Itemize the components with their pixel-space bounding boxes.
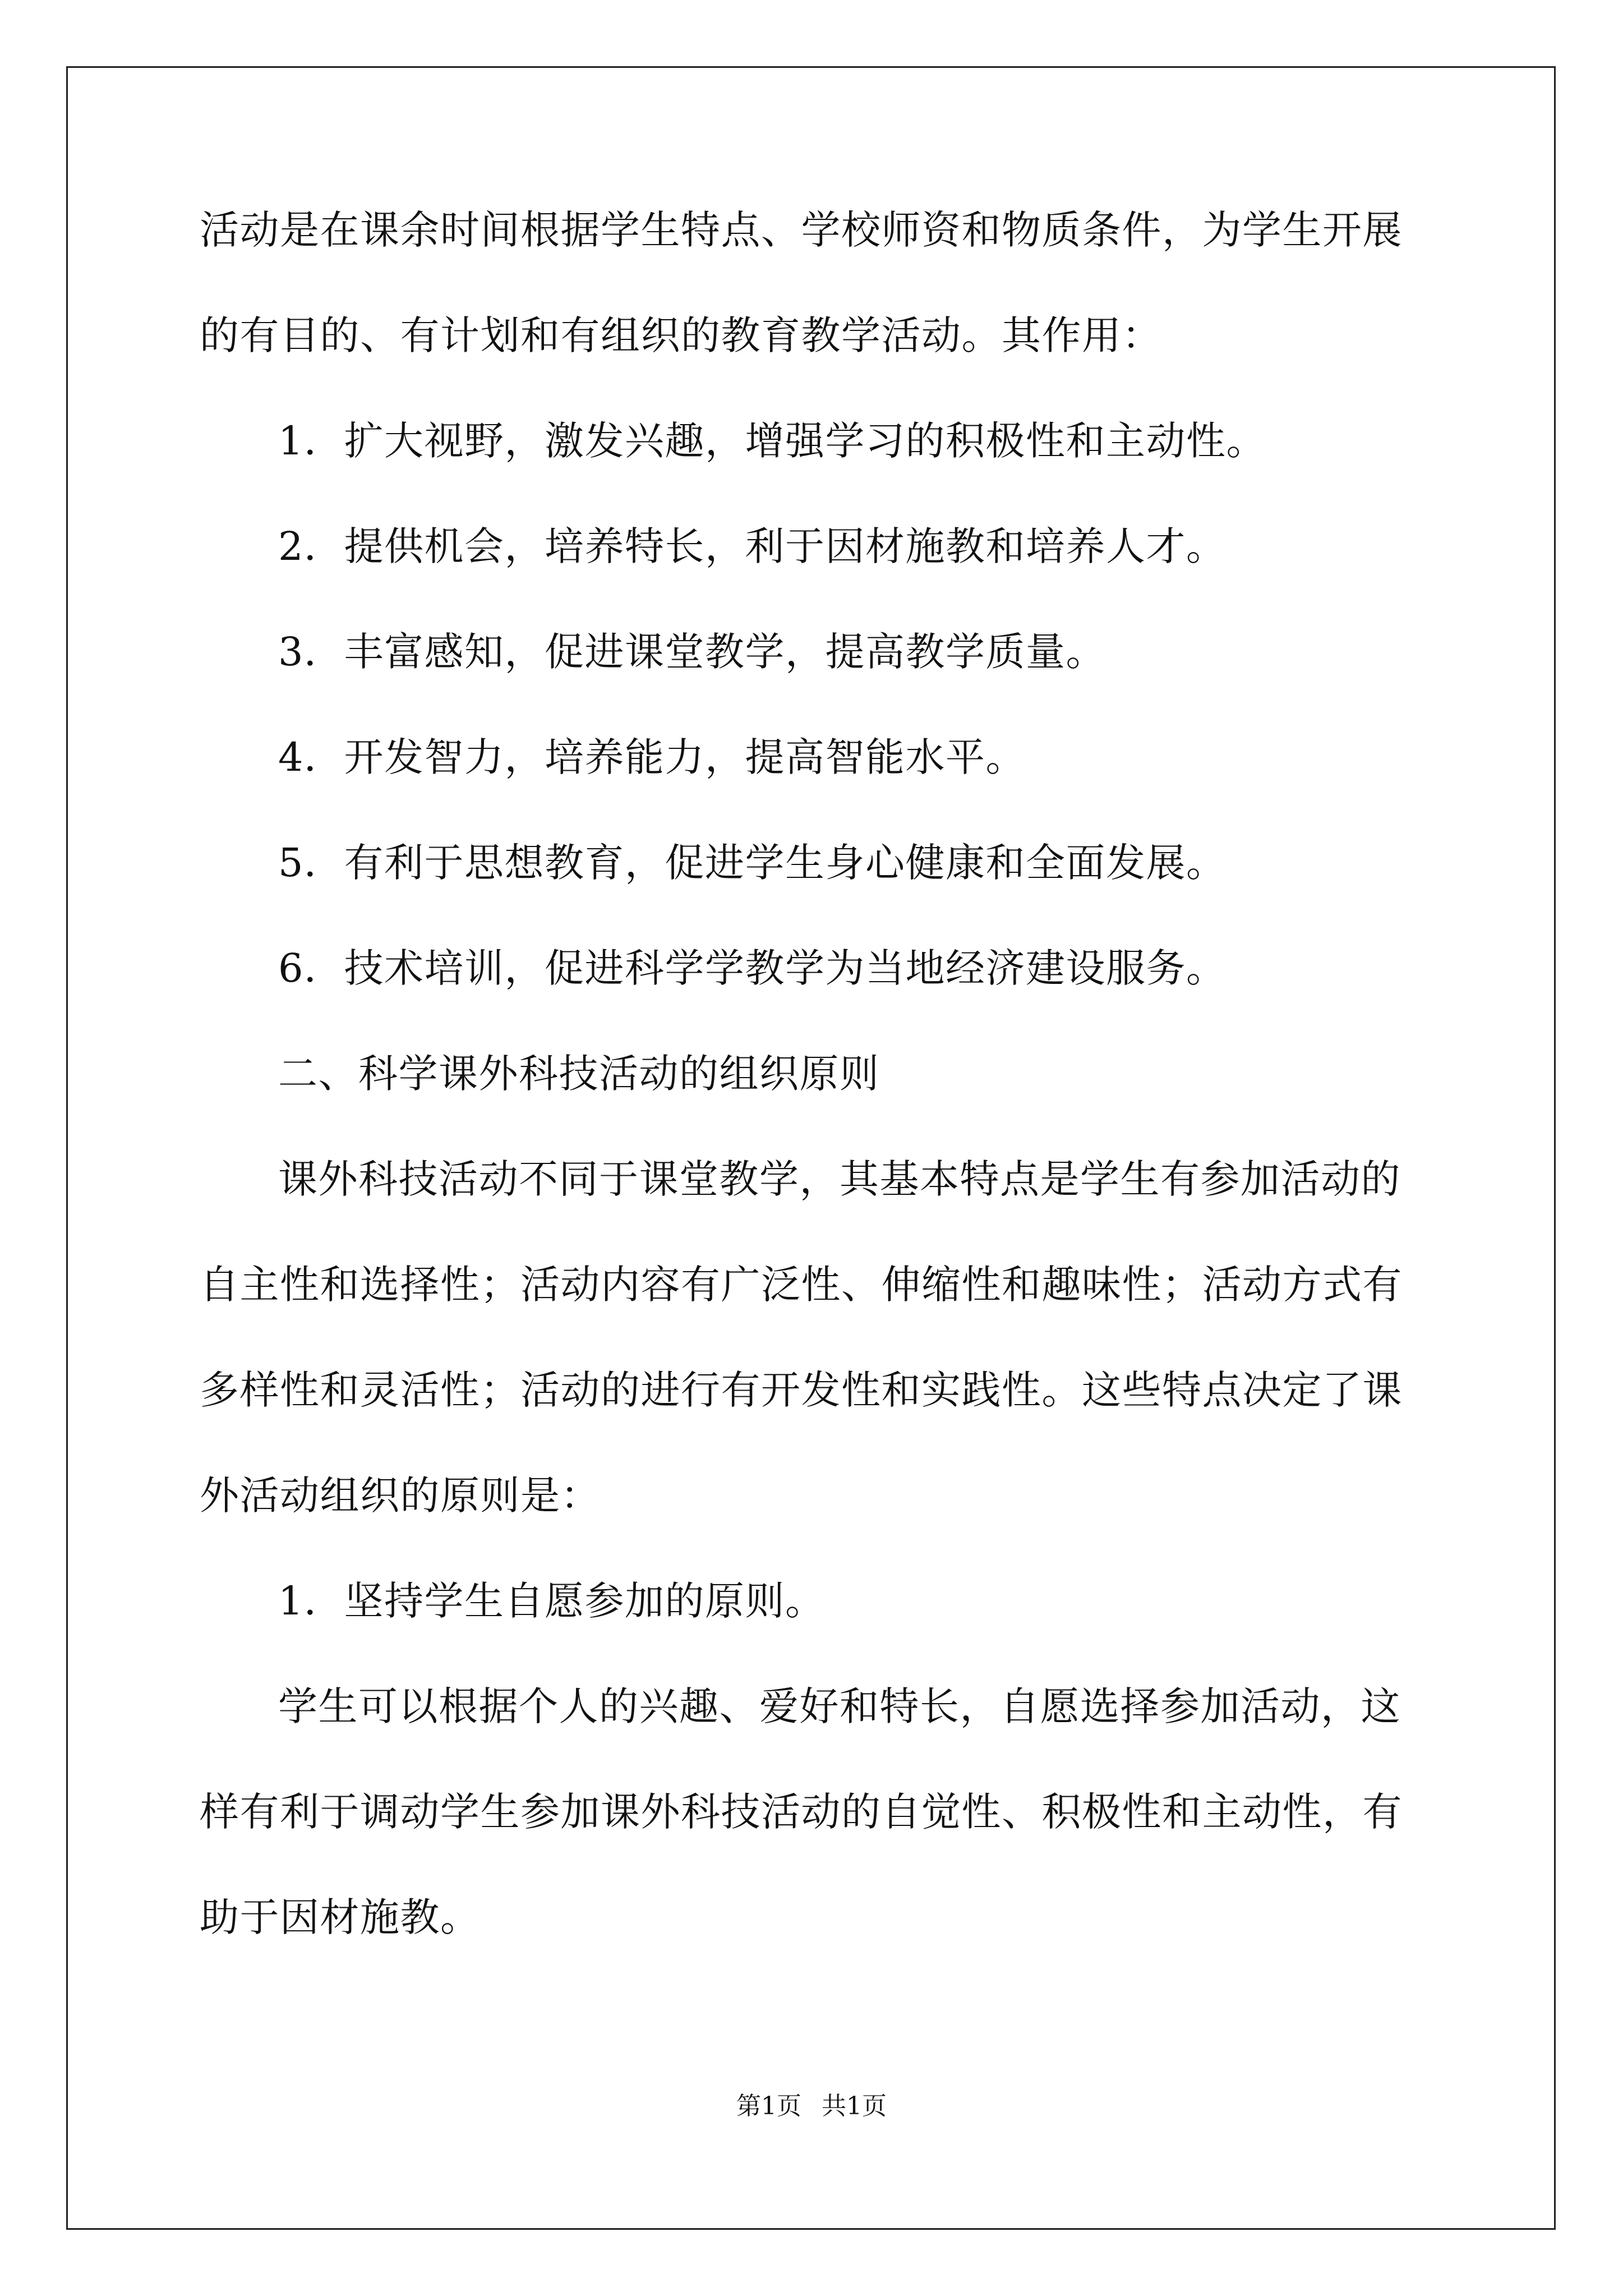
paragraph-line: 多样性和灵活性；活动的进行有开发性和实践性。这些特点决定了课 (200, 1367, 1403, 1413)
page-number: 第1页 (736, 2092, 801, 2120)
paragraph-line: 课外科技活动不同于课堂教学，其基本特点是学生有参加活动的 (278, 1156, 1401, 1202)
paragraph-line: 外活动组织的原则是： (200, 1473, 601, 1519)
paragraph-line: 活动是在课余时间根据学生特点、学校师资和物质条件，为学生开展 (200, 207, 1403, 253)
list-item: 4．开发智力，培养能力，提高智能水平。 (278, 734, 1026, 780)
list-item: 1．扩大视野，激发兴趣，增强学习的积极性和主动性。 (278, 418, 1267, 464)
paragraph-line: 样有利于调动学生参加课外科技活动的自觉性、积极性和主动性，有 (200, 1789, 1403, 1835)
list-item: 6．技术培训，促进科学学教学为当地经济建设服务。 (278, 945, 1227, 991)
page-footer (0, 2092, 1623, 2120)
paragraph-line: 自主性和选择性；活动内容有广泛性、伸缩性和趣味性；活动方式有 (200, 1262, 1403, 1308)
paragraph-line: 助于因材施教。 (200, 1894, 481, 1940)
paragraph-line: 学生可以根据个人的兴趣、爱好和特长，自愿选择参加活动，这 (278, 1683, 1401, 1729)
list-item: 2．提供机会，培养特长，利于因材施教和培养人才。 (278, 523, 1227, 569)
list-item: 3．丰富感知，促进课堂教学，提高教学质量。 (278, 629, 1106, 675)
page-total: 共1页 (822, 2092, 887, 2120)
list-item: 5．有利于思想教育，促进学生身心健康和全面发展。 (278, 840, 1227, 886)
section-heading: 二、科学课外科技活动的组织原则 (278, 1051, 880, 1097)
paragraph-line: 的有目的、有计划和有组织的教育教学活动。其作用： (200, 312, 1162, 358)
list-item: 1．坚持学生自愿参加的原则。 (278, 1578, 826, 1624)
